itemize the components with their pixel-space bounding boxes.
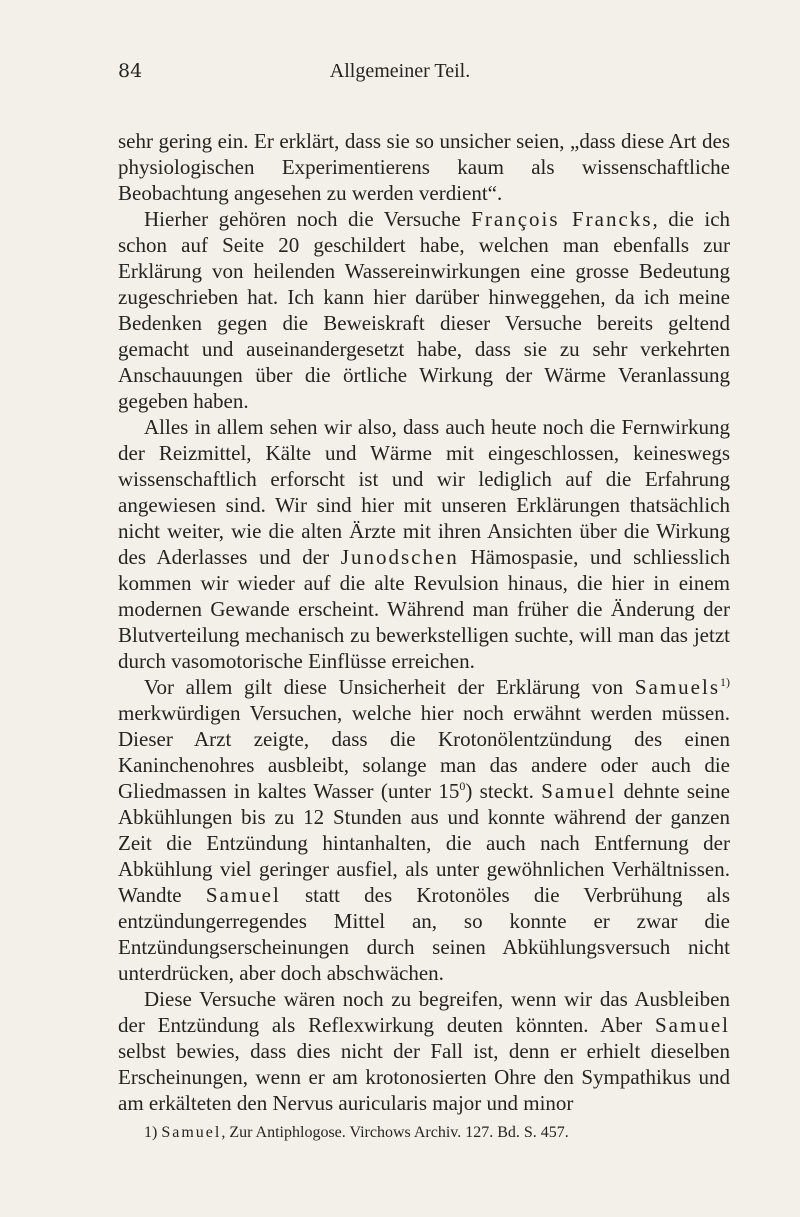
footnote-text: , Zur Antiphlogose. Virchows Archiv. 127. Bd. S. 457. xyxy=(221,1124,569,1141)
author-name-samuel: Samuel xyxy=(541,779,617,803)
paragraph-5-text-b: selbst bewies, dass dies nicht der Fall ist, denn er erhielt dieselben Erscheinungen, wenn er am krotonosierten Ohre den Sympathikus und am erkälteten den Nervus auricularis major und minor xyxy=(118,1039,730,1115)
paragraph-4-text-d: dehnte seine Abkühlungen bis zu 12 Stunden aus und konnte während der ganzen Zeit die Entzündung hintanhalten, die auch nach Entfernung der Abkühlung viel geringer ausfiel, als unter gewöhnlichen Verhältnissen. Wandte xyxy=(118,779,730,907)
degree-mark: 0 xyxy=(459,779,466,793)
paragraph-2 xyxy=(118,206,730,414)
paragraph-4-text-a: Vor allem gilt diese Unsicherheit der Erklärung von xyxy=(144,675,635,699)
footnote-author: Samuel xyxy=(161,1124,222,1141)
paragraph-4 xyxy=(118,674,730,986)
page-header xyxy=(0,60,800,90)
paragraph-4-text-b: merkwürdigen Versuchen, welche hier noch erwähnt werden müssen. Dieser Arzt zeigte, dass die Krotonölentzündung des einen Kaninchenohres ausbleibt, solange man das andere oder auch die Gliedmassen in kaltes Wasser (unter 15 xyxy=(118,701,730,803)
author-name-francois-francks: François Francks xyxy=(471,207,653,231)
author-name-samuel: Samuel xyxy=(205,883,281,907)
paragraph-2-text-b: , die ich schon auf Seite 20 geschildert habe, welchen man ebenfalls zur Erklärung von heilenden Wassereinwirkungen eine grosse Bedeutung zugeschrieben hat. Ich kann hier darüber hinweggehen, da ich meine Bedenken gegen die Beweiskraft dieser Versuche bereits geltend gemacht und auseinandergesetzt habe, dass sie zu sehr verkehrten Anschauungen über die örtliche Wirkung der Wärme Veranlassung gegeben haben. xyxy=(118,207,731,413)
paragraph-3-text-a: Alles in allem sehen wir also, dass auch heute noch die Fernwirkung der Reizmittel, Kälte und Wärme mit eingeschlossen, keineswegs wissenschaftlich erforscht ist und wir lediglich auf die Erfahrung angewiesen sind. Wir sind hier mit unseren Erklärungen thatsächlich nicht weiter, wie die alten Ärzte mit ihren Ansichten über die Wirkung des Aderlasses und der xyxy=(118,415,730,569)
paragraph-1-text: sehr gering ein. Er erklärt, dass sie so unsicher seien, „dass diese Art des physiologischen Experimentierens kaum als wissenschaftliche Beobachtung angesehen zu werden verdient“. xyxy=(118,129,730,205)
author-name-samuel: Samuel xyxy=(655,1013,730,1037)
paragraph-1 xyxy=(118,128,730,206)
paragraph-3 xyxy=(118,414,730,674)
author-name-junod: Junodschen xyxy=(340,545,459,569)
paragraph-5 xyxy=(118,986,730,1116)
footnote-reference: 1) xyxy=(720,675,730,689)
paragraph-5-text-a: Diese Versuche wären noch zu begreifen, wenn wir das Ausbleiben der Entzündung als Reflexwirkung deuten könnten. Aber xyxy=(118,987,730,1037)
running-title: Allgemeiner Teil. xyxy=(329,60,471,82)
paragraph-4-text-c: ) steckt. xyxy=(465,779,542,803)
paragraph-3-text-b: Hämospasie, und schliesslich kommen wir wieder auf die alte Revulsion hinaus, die hier in einem modernen Gewande erscheint. Während man früher die Änderung der Blutverteilung mechanisch zu bewerkstelligen suchte, will man das jetzt durch vasomotorische Einflüsse erreichen. xyxy=(118,545,731,673)
paragraph-2-text-a: Hierher gehören noch die Versuche xyxy=(144,207,472,231)
paragraph-4-text-e: statt des Krotonöles die Verbrühung als entzündungerregendes Mittel an, so konnte er zwar die Entzündungserscheinungen durch seinen Abkühlungsversuch nicht unterdrücken, aber doch abschwächen. xyxy=(118,883,730,985)
footnote-marker: 1) xyxy=(144,1124,158,1141)
page-number: 84 xyxy=(118,60,143,82)
footnote xyxy=(144,1123,744,1143)
body-text xyxy=(118,128,730,1116)
author-name-samuel: Samuels xyxy=(634,675,720,699)
